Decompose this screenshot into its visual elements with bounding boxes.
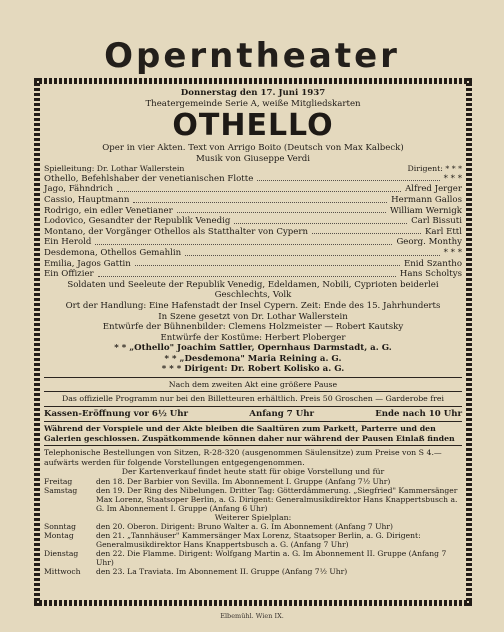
chorus-line: Soldaten und Seeleute der Republik Venedig, Edeldamen, Nobili, Cyprioten beiderlei Geschlechts, Volk	[67, 279, 439, 301]
cast-row: Othello, Befehlshaber der venetianischen Flotte * * *	[44, 173, 462, 184]
opera-title: OTHELLO	[172, 108, 334, 144]
end-time: Ende nach 10 Uhr	[375, 408, 462, 419]
guest-line: * * * Dirigent: Dr. Robert Kolisko a. G.	[161, 364, 345, 375]
decorative-frame	[34, 78, 472, 606]
cast-row: Lodovico, Gesandter der Republik Venedig Carl Bissuti	[44, 216, 462, 227]
society-line: Theatergemeinde Serie A, weiße Mitgliedskarten	[145, 98, 361, 109]
cast-row: Desdemona, Othellos Gemahlin * * *	[44, 247, 462, 258]
staged-line: In Szene gesetzt von Dr. Lothar Wallerstein	[158, 311, 348, 322]
cast-row: Jago, Fähndrich Alfred Jerger	[44, 184, 462, 195]
frame-left	[34, 78, 40, 606]
frame-right	[466, 78, 472, 606]
printer-imprint: Elbemühl. Wien IX.	[220, 612, 284, 620]
cast-row: Montano, der Vorgänger Othellos als Statthalter von Cypern Karl Ettl	[44, 226, 462, 237]
conductor: Dirigent: * * *	[407, 164, 462, 174]
times-row	[44, 409, 462, 420]
guest-line: * * „Desdemona" Maria Reining a. G.	[164, 353, 342, 364]
program-note: Das offizielle Programm nur bei den Billetteuren erhältlich. Preis 50 Groschen — Garderobe frei	[62, 394, 444, 404]
further-heading: Weiterer Spielplan:	[214, 512, 292, 522]
cast-row: Cassio, Hauptmann Hermann Gallos	[44, 194, 462, 205]
cast-row: Emilia, Jagos Gattin Enid Szantho	[44, 258, 462, 269]
frame-top	[34, 78, 472, 84]
latecomer-notice: Während der Vorspiele und der Akte bleiben die Saaltüren zum Parkett, Parterre und den Galerien geschlossen. Zuspätkommende können daher nur während der Pausen Einlaß finden	[44, 424, 455, 443]
cast-list	[44, 174, 462, 280]
presale-note: Der Kartenverkauf findet heute statt für obige Vorstellung und für	[121, 467, 385, 477]
stage-design-line: Entwürfe der Bühnenbilder: Clemens Holzmeister — Robert Kautsky	[102, 322, 404, 333]
frame-bottom	[34, 600, 472, 606]
setting-line: Ort der Handlung: Eine Hafenstadt der Insel Cypern. Zeit: Ende des 15. Jahrhunderts	[65, 300, 441, 311]
cast-row: Rodrigo, ein edler Venetianer William Wernigk	[44, 205, 462, 216]
phone-booking: Telephonische Bestellungen von Sitzen, R-28-320 (ausgenommen Säulensitze) zum Preise von S 4.— aufwärts werden für folgende Vorstellungen entgegengenommen.	[44, 448, 442, 467]
cast-row: Ein Offizier Hans Scholtys	[44, 269, 462, 280]
opera-subtitle: Oper in vier Akten. Text von Arrigo Boito (Deutsch von Max Kalbeck)	[102, 143, 404, 154]
composer-line: Musik von Giuseppe Verdi	[195, 153, 311, 164]
box-office-open: Kassen-Eröffnung vor 6½ Uhr	[44, 408, 189, 419]
costume-line: Entwürfe der Kostüme: Herbert Ploberger	[160, 332, 346, 343]
start-time: Anfang 7 Uhr	[249, 408, 314, 419]
performance-date: Donnerstag den 17. Juni 1937	[180, 88, 326, 98]
playbill-body	[44, 88, 462, 576]
direction: Spielleitung: Dr. Lothar Wallerstein	[44, 164, 185, 174]
theater-title: Operntheater	[104, 36, 400, 76]
cast-row: Ein Herold Georg. Monthy	[44, 237, 462, 248]
pause-note: Nach dem zweiten Akt eine größere Pause	[168, 380, 338, 390]
credits-row	[44, 164, 462, 173]
schedule-a: Freitag den 18. Der Barbier von Sevilla. Im Abonnement I. Gruppe (Anfang 7½ Uhr) Samstag den 19. Der Ring des Nibelungen. Dritter Tag: Götterdämmerung. „Siegfried" Kammersänger Max Lorenz, Staatsoper Berlin, a. G. Dirigent: Generalmusikdirektor Hans Knappertsbusch a. G. Im Abonnement I. Gruppe (Anfang 6 Uhr)	[44, 476, 458, 513]
schedule-b: Sonntag den 20. Oberon. Dirigent: Bruno Walter a. G. Im Abonnement (Anfang 7 Uhr) Montag den 21. „Tannhäuser" Kammersänger Max Lorenz, Staatsoper Berlin, a. G. Dirigent: Generalmusikdirektor Hans Knappertsbusch a. G. (Anfang 7 Uhr) Dienstag den 22. Die Flamme. Dirigent: Wolfgang Martin a. G. Im Abonnement II. Gruppe (Anfang 7 Uhr) Mittwoch den 23. La Traviata. Im Abonnement II. Gruppe (Anfang 7½ Uhr)	[44, 521, 447, 576]
guest-line: * * „Othello" Joachim Sattler, Opernhaus Darmstadt, a. G.	[114, 343, 392, 354]
